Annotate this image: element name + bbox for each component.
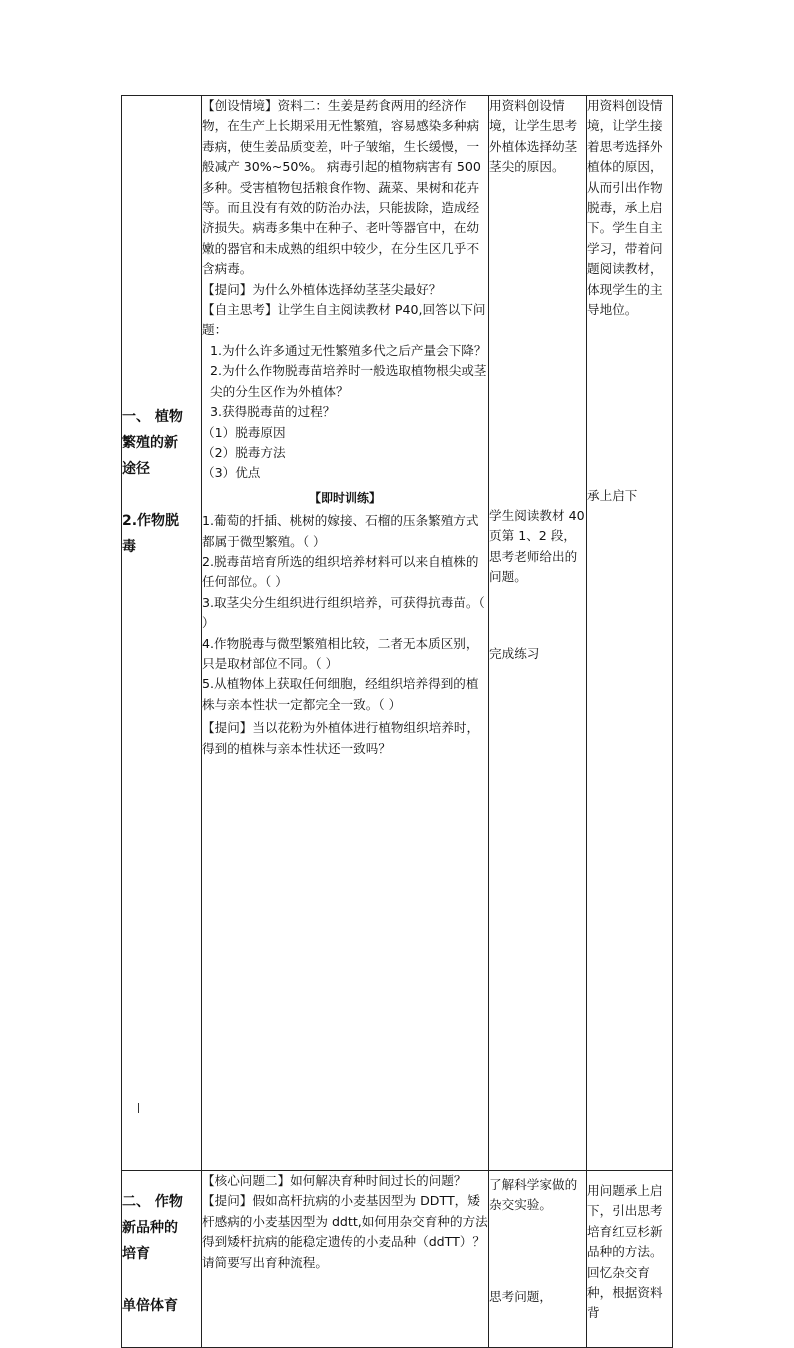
question-item: 1.为什么许多通过无性繁殖多代之后产量会下降？	[210, 342, 487, 358]
section-heading-cell	[122, 96, 202, 1171]
question-tag: 【提问】	[202, 1193, 253, 1209]
page-margin-mark	[138, 1103, 139, 1113]
teaching-content-cell	[202, 1171, 489, 1348]
design-intent-cell	[587, 96, 673, 1171]
section-heading-cell	[122, 1171, 202, 1348]
student-activity-cell	[489, 1171, 587, 1348]
question-paragraph: 【提问】为什么外植体选择幼茎茎尖最好？	[202, 281, 442, 297]
scenario-tag: 【创设情境】	[202, 98, 278, 113]
question-paragraph: 【提问】假如高杆抗病的小麦基因型为 DDTT，矮杆感病的小麦基因型为 ddtt,如何用杂交育种的方法得到矮杆抗病的能稳定遗传的小麦品种（ddTT）？请简要写出育种流程。	[202, 1193, 488, 1270]
question-paragraph: 【提问】当以花粉为外植体进行植物组织培养时，得到的植株与亲本性状还一致吗？	[202, 720, 480, 756]
student-activity-text: 了解科学家做的杂交实验。	[489, 1177, 578, 1213]
section-heading-line: 途径	[122, 461, 150, 477]
training-title: 【即时训练】	[308, 490, 381, 505]
scenario-paragraph: 【创设情境】资料二：生姜是药食两用的经济作物，在生产上长期采用无性繁殖，容易感染多种病毒病，使生姜品质变差，叶子皱缩，生长缓慢，一般减产 30%~50%。 病毒引起的植物病害有 500 多种。受害植物包括粮食作物、蔬菜、果树和花卉等。而且没有有效的防治办法，只能拔除，造成经济损失。病毒多集中在种子、老叶等器官中，在幼嫩的器官和未成熟的组织中较少，在分生区几乎不含病毒。	[202, 98, 481, 277]
section-heading-line: 培育	[122, 1246, 150, 1262]
question-item: 3.获得脱毒苗的过程？	[210, 404, 336, 420]
teaching-content-cell	[202, 96, 489, 1171]
exercise-item: 1.葡萄的扦插、桃树的嫁接、石榴的压条繁殖方式都属于微型繁殖。（ ）	[202, 513, 479, 549]
student-activity-text: 用资料创设情境，让学生思考外植体选择幼茎茎尖的原因。	[489, 98, 578, 175]
student-activity-cell	[489, 96, 587, 1171]
subsection-heading-line: 2.作物脱	[122, 513, 180, 529]
section-heading-line: 二、 作物	[122, 1194, 183, 1210]
exercise-item: 2.脱毒苗培育所选的组织培养材料可以来自植株的任何部位。（ ）	[202, 553, 479, 590]
student-activity-text: 思考问题，	[489, 1289, 552, 1304]
sub-item: （1）脱毒原因	[202, 424, 286, 440]
design-intent-text: 用资料创设情境，让学生接着思考选择外植体的原因，从而引出作物脱毒，承上启下。学生自主学习，带着问题阅读教材，体现学生的主导地位。	[587, 98, 663, 318]
design-intent-cell	[587, 1171, 673, 1348]
subsection-heading-line: 单倍体育	[122, 1298, 178, 1314]
core-question-tag: 【核心问题二】	[202, 1173, 291, 1188]
section-heading-line: 繁殖的新	[122, 435, 178, 451]
core-question-paragraph: 【核心问题二】如何解决育种时间过长的问题？	[202, 1173, 467, 1188]
student-activity-text: 完成练习	[489, 646, 540, 661]
self-study-tag: 【自主思考】	[202, 302, 278, 318]
sub-item: （2）脱毒方法	[202, 444, 286, 460]
exercise-item: 3.取茎尖分生组织进行组织培养，可获得抗毒苗。（ ）	[202, 594, 485, 631]
section-heading-line: 新品种的	[122, 1220, 178, 1236]
student-activity-text: 学生阅读教材 40 页第 1、2 段，思考老师给出的问题。	[489, 508, 585, 585]
exercise-item: 4.作物脱毒与微型繁殖相比较，二者无本质区别，只是取材部位不同。（ ）	[202, 635, 479, 671]
question-tag: 【提问】	[202, 720, 253, 736]
design-intent-text: 承上启下	[587, 488, 638, 503]
question-tag: 【提问】	[202, 281, 253, 297]
section-heading-line: 一、 植物	[122, 409, 183, 425]
table-row	[122, 96, 673, 1171]
exercise-item: 5.从植物体上获取任何细胞，经组织培养得到的植株与亲本性状一定都完全一致。（ ）	[202, 676, 479, 712]
table-row	[122, 1171, 673, 1348]
self-study-paragraph: 【自主思考】让学生自主阅读教材 P40,回答以下问题：	[202, 302, 486, 338]
subsection-heading-line: 毒	[122, 539, 136, 555]
sub-item: （3）优点	[202, 465, 261, 481]
question-item: 2.为什么作物脱毒苗培养时一般选取植物根尖或茎尖的分生区作为外植体？	[210, 363, 487, 399]
design-intent-text: 用问题承上启下，引出思考培育红豆杉新品种的方法。回忆杂交育种，根据资料背	[587, 1183, 663, 1321]
lesson-plan-table	[121, 95, 673, 1348]
